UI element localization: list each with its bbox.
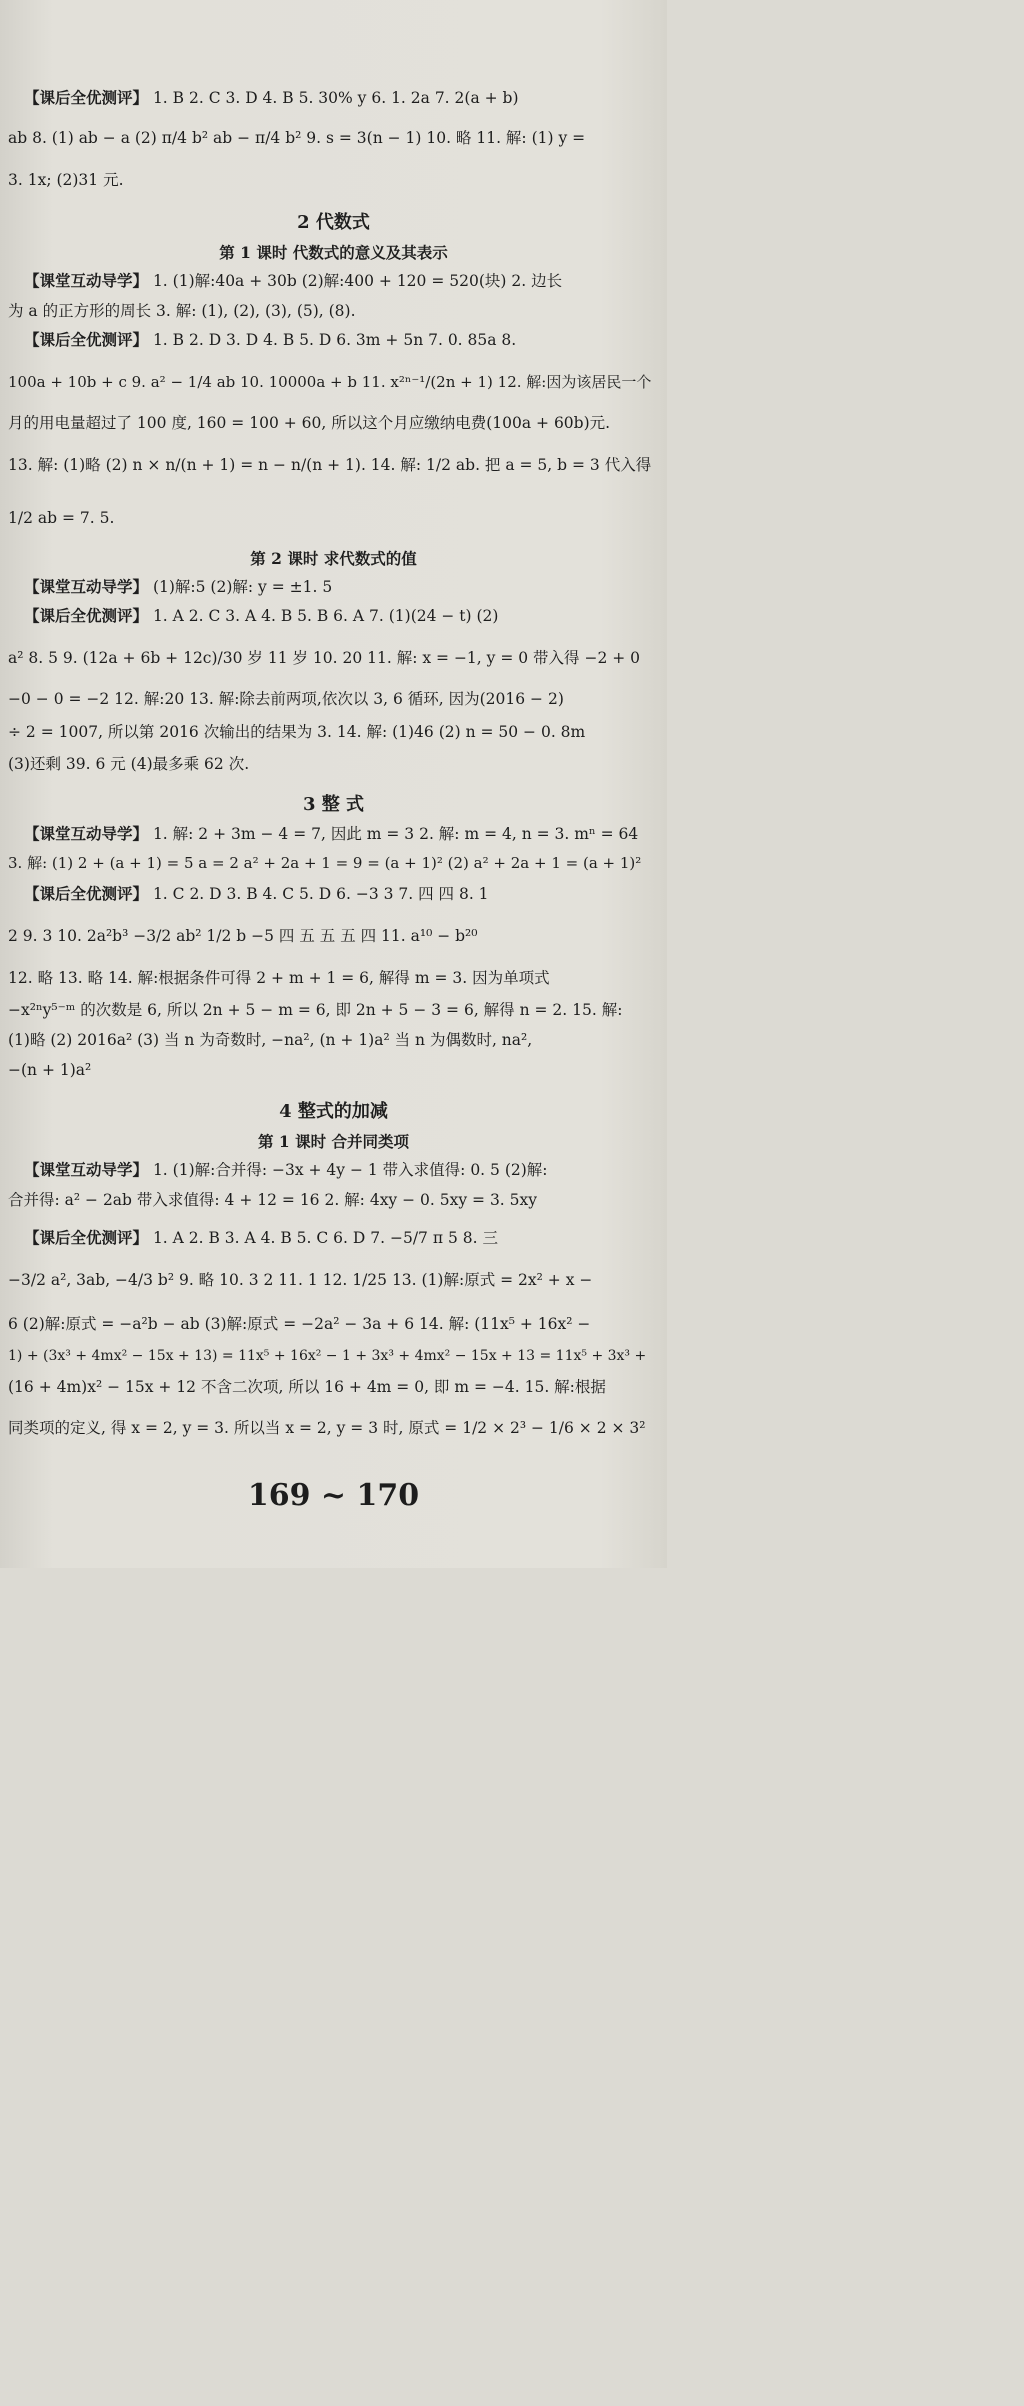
text-line: 为 a 的正方形的周长 3. 解: (1), (2), (3), (5), (8). xyxy=(8,302,356,320)
text-line: 合并得: a² − 2ab 带入求值得: 4 + 12 = 16 2. 解: 4xy − 0. 5xy = 3. 5xy xyxy=(8,1191,538,1209)
text-line: 同类项的定义, 得 x = 2, y = 3. 所以当 x = 2, y = 3 时, 原式 = 1/2 × 2³ − 1/6 × 2 × 3² xyxy=(8,1419,646,1437)
text-line: ab 8. (1) ab − a (2) π/4 b² ab − π/4 b² 9. s = 3(n − 1) 10. 略 11. 解: (1) y = xyxy=(8,129,586,147)
section-heading: 2 代数式 xyxy=(297,212,370,233)
section-tag: 【课后全优测评】 xyxy=(24,884,149,903)
lesson-heading: 第 2 课时 求代数式的值 xyxy=(250,549,417,568)
lesson-heading: 第 1 课时 代数式的意义及其表示 xyxy=(219,243,448,262)
text-line: 1/2 ab = 7. 5. xyxy=(8,509,115,527)
text-line: 6 (2)解:原式 = −a²b − ab (3)解:原式 = −2a² − 3a + 6 14. 解: (11x⁵ + 16x² − xyxy=(8,1315,591,1333)
answer-page xyxy=(0,0,667,1568)
text-line: 1) + (3x³ + 4mx² − 15x + 13) = 11x⁵ + 16x² − 1 + 3x³ + 4mx² − 15x + 13 = 11x⁵ + 3x³ + xyxy=(8,1348,647,1364)
lesson-heading: 第 1 课时 合并同类项 xyxy=(258,1132,409,1151)
section-tag: 【课堂互动导学】 xyxy=(24,824,149,843)
text-line: 【课堂互动导学】 1. (1)解:合并得: −3x + 4y − 1 带入求值得: 0. 5 (2)解: xyxy=(24,1160,548,1179)
text-line: −(n + 1)a² xyxy=(8,1061,92,1079)
section-heading: 3 整 式 xyxy=(302,794,365,815)
text-line: 【课堂互动导学】 1. (1)解:40a + 30b (2)解:400 + 120 = 520(块) 2. 边长 xyxy=(24,271,563,290)
text-line: 【课堂互动导学】 1. 解: 2 + 3m − 4 = 7, 因此 m = 3 2. 解: m = 4, n = 3. mⁿ = 64 xyxy=(24,824,639,843)
section-tag: 【课堂互动导学】 xyxy=(24,1160,149,1179)
section-tag: 【课后全优测评】 xyxy=(24,330,149,349)
text-line: −0 − 0 = −2 12. 解:20 13. 解:除去前两项,依次以 3, 6 循环, 因为(2016 − 2) xyxy=(8,690,564,708)
text-line: 【课后全优测评】 1. A 2. C 3. A 4. B 5. B 6. A 7. (1)(24 − t) (2) xyxy=(24,606,499,625)
text-line: 【课后全优测评】 1. B 2. C 3. D 4. B 5. 30% y 6. 1. 2a 7. 2(a + b) xyxy=(24,88,519,107)
text-line: 月的用电量超过了 100 度, 160 = 100 + 60, 所以这个月应缴纳电费(100a + 60b)元. xyxy=(8,414,611,432)
page-number: 169 ~ 170 xyxy=(247,1478,420,1513)
text-line: 2 9. 3 10. 2a²b³ −3/2 ab² 1/2 b −5 四 五 五 五 四 11. a¹⁰ − b²⁰ xyxy=(8,927,478,945)
text-line: 【课堂互动导学】 (1)解:5 (2)解: y = ±1. 5 xyxy=(24,577,333,596)
text-line: 100a + 10b + c 9. a² − 1/4 ab 10. 10000a + b 11. x²ⁿ⁻¹/(2n + 1) 12. 解:因为该居民一个 xyxy=(8,373,652,391)
text-line: −3/2 a², 3ab, −4/3 b² 9. 略 10. 3 2 11. 1 12. 1/25 13. (1)解:原式 = 2x² + x − xyxy=(8,1271,593,1289)
text-line: (16 + 4m)x² − 15x + 12 不含二次项, 所以 16 + 4m = 0, 即 m = −4. 15. 解:根据 xyxy=(8,1378,606,1396)
text-line: (3)还剩 39. 6 元 (4)最多乘 62 次. xyxy=(8,755,250,773)
text-line: −x²ⁿy⁵⁻ᵐ 的次数是 6, 所以 2n + 5 − m = 6, 即 2n + 5 − 3 = 6, 解得 n = 2. 15. 解: xyxy=(8,1001,623,1019)
text-line: ÷ 2 = 1007, 所以第 2016 次输出的结果为 3. 14. 解: (1)46 (2) n = 50 − 0. 8m xyxy=(8,723,586,741)
section-tag: 【课后全优测评】 xyxy=(24,606,149,625)
section-tag: 【课堂互动导学】 xyxy=(24,577,149,596)
text-line: 3. 1x; (2)31 元. xyxy=(8,171,124,189)
text-line: 【课后全优测评】 1. B 2. D 3. D 4. B 5. D 6. 3m + 5n 7. 0. 85a 8. xyxy=(24,330,517,349)
text-line: (1)略 (2) 2016a² (3) 当 n 为奇数时, −na², (n + 1)a² 当 n 为偶数时, na², xyxy=(8,1031,533,1049)
section-tag: 【课后全优测评】 xyxy=(24,1228,149,1247)
section-tag: 【课后全优测评】 xyxy=(24,88,149,107)
section-tag: 【课堂互动导学】 xyxy=(24,271,149,290)
text-line: 【课后全优测评】 1. C 2. D 3. B 4. C 5. D 6. −3 3 7. 四 四 8. 1 xyxy=(24,884,489,903)
text-line: 13. 解: (1)略 (2) n × n/(n + 1) = n − n/(n + 1). 14. 解: 1/2 ab. 把 a = 5, b = 3 代入得 xyxy=(8,456,652,474)
text-line: 12. 略 13. 略 14. 解:根据条件可得 2 + m + 1 = 6, 解得 m = 3. 因为单项式 xyxy=(8,969,550,987)
text-line: a² 8. 5 9. (12a + 6b + 12c)/30 岁 11 岁 10. 20 11. 解: x = −1, y = 0 带入得 −2 + 0 xyxy=(8,649,641,667)
section-heading: 4 整式的加减 xyxy=(279,1101,388,1122)
text-line: 3. 解: (1) 2 + (a + 1) = 5 a = 2 a² + 2a + 1 = 9 = (a + 1)² (2) a² + 2a + 1 = (a + 1)² xyxy=(8,854,642,872)
text-line: 【课后全优测评】 1. A 2. B 3. A 4. B 5. C 6. D 7. −5/7 π 5 8. 三 xyxy=(24,1228,498,1247)
